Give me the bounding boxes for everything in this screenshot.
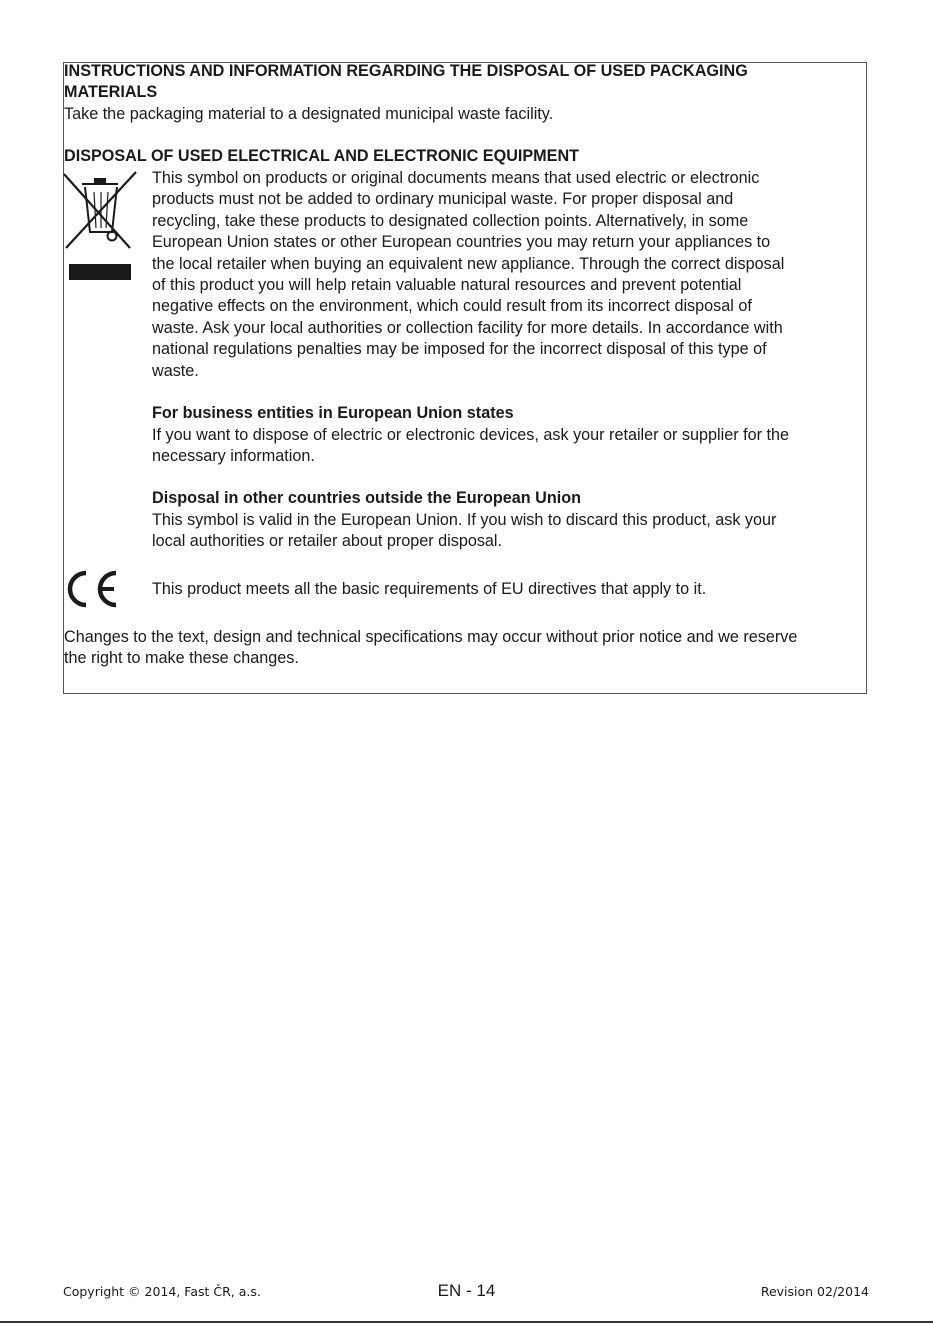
footer-page-number: EN - 14 <box>437 1281 496 1300</box>
weee-line: products must not be added to ordinary municipal waste. For proper disposal and <box>152 190 734 209</box>
packaging-heading-line2: MATERIALS <box>64 83 158 101</box>
weee-line: national regulations penalties may be imposed for the incorrect disposal of this type of <box>152 340 767 359</box>
bottom-rule <box>0 1321 933 1323</box>
weee-paragraph <box>152 168 784 382</box>
footer-revision: Revision 02/2014 <box>760 1284 869 1299</box>
business-heading: For business entities in European Union states <box>152 404 514 422</box>
crossed-out-wheelie-bin-icon <box>62 170 138 282</box>
weee-line: of this product you will help retain valuable natural resources and prevent potential <box>152 276 742 295</box>
business-paragraph <box>152 425 789 468</box>
weee-heading: DISPOSAL OF USED ELECTRICAL AND ELECTRONIC EQUIPMENT <box>64 147 580 165</box>
business-line: necessary information. <box>152 447 315 466</box>
footer-copyright: Copyright © 2014, Fast ČR, a.s. <box>63 1284 261 1299</box>
weee-line: This symbol on products or original documents means that used electric or electronic <box>152 169 760 187</box>
changes-paragraph <box>64 627 797 670</box>
outside-eu-line: This symbol is valid in the European Union. If you wish to discard this product, ask your <box>152 511 777 529</box>
weee-line: waste. <box>152 361 199 380</box>
packaging-text: Take the packaging material to a designated municipal waste facility. <box>64 105 554 123</box>
packaging-heading-line1: INSTRUCTIONS AND INFORMATION REGARDING THE DISPOSAL OF USED PACKAGING <box>64 62 748 80</box>
weee-line: waste. Ask your local authorities or collection facility for more details. In accordance with <box>152 318 783 337</box>
business-line: If you want to dispose of electric or electronic devices, ask your retailer or supplier for the <box>152 426 790 444</box>
ce-mark-icon <box>64 569 120 609</box>
outside-eu-paragraph <box>152 510 776 553</box>
weee-line: negative effects on the environment, which could result from its incorrect disposal of <box>152 297 752 316</box>
outside-eu-line: local authorities or retailer about proper disposal. <box>152 532 503 551</box>
changes-line: Changes to the text, design and technical specifications may occur without prior notice and we reserve <box>64 628 798 646</box>
weee-line: European Union states or other European countries you may return your appliances to <box>152 233 771 252</box>
changes-line: the right to make these changes. <box>64 649 299 668</box>
weee-line: the local retailer when buying an equivalent new appliance. Through the correct disposal <box>152 254 785 273</box>
outside-eu-heading: Disposal in other countries outside the European Union <box>152 489 582 507</box>
ce-text: This product meets all the basic requirements of EU directives that apply to it. <box>152 580 707 598</box>
weee-line: recycling, take these products to designated collection points. Alternatively, in some <box>152 211 749 230</box>
